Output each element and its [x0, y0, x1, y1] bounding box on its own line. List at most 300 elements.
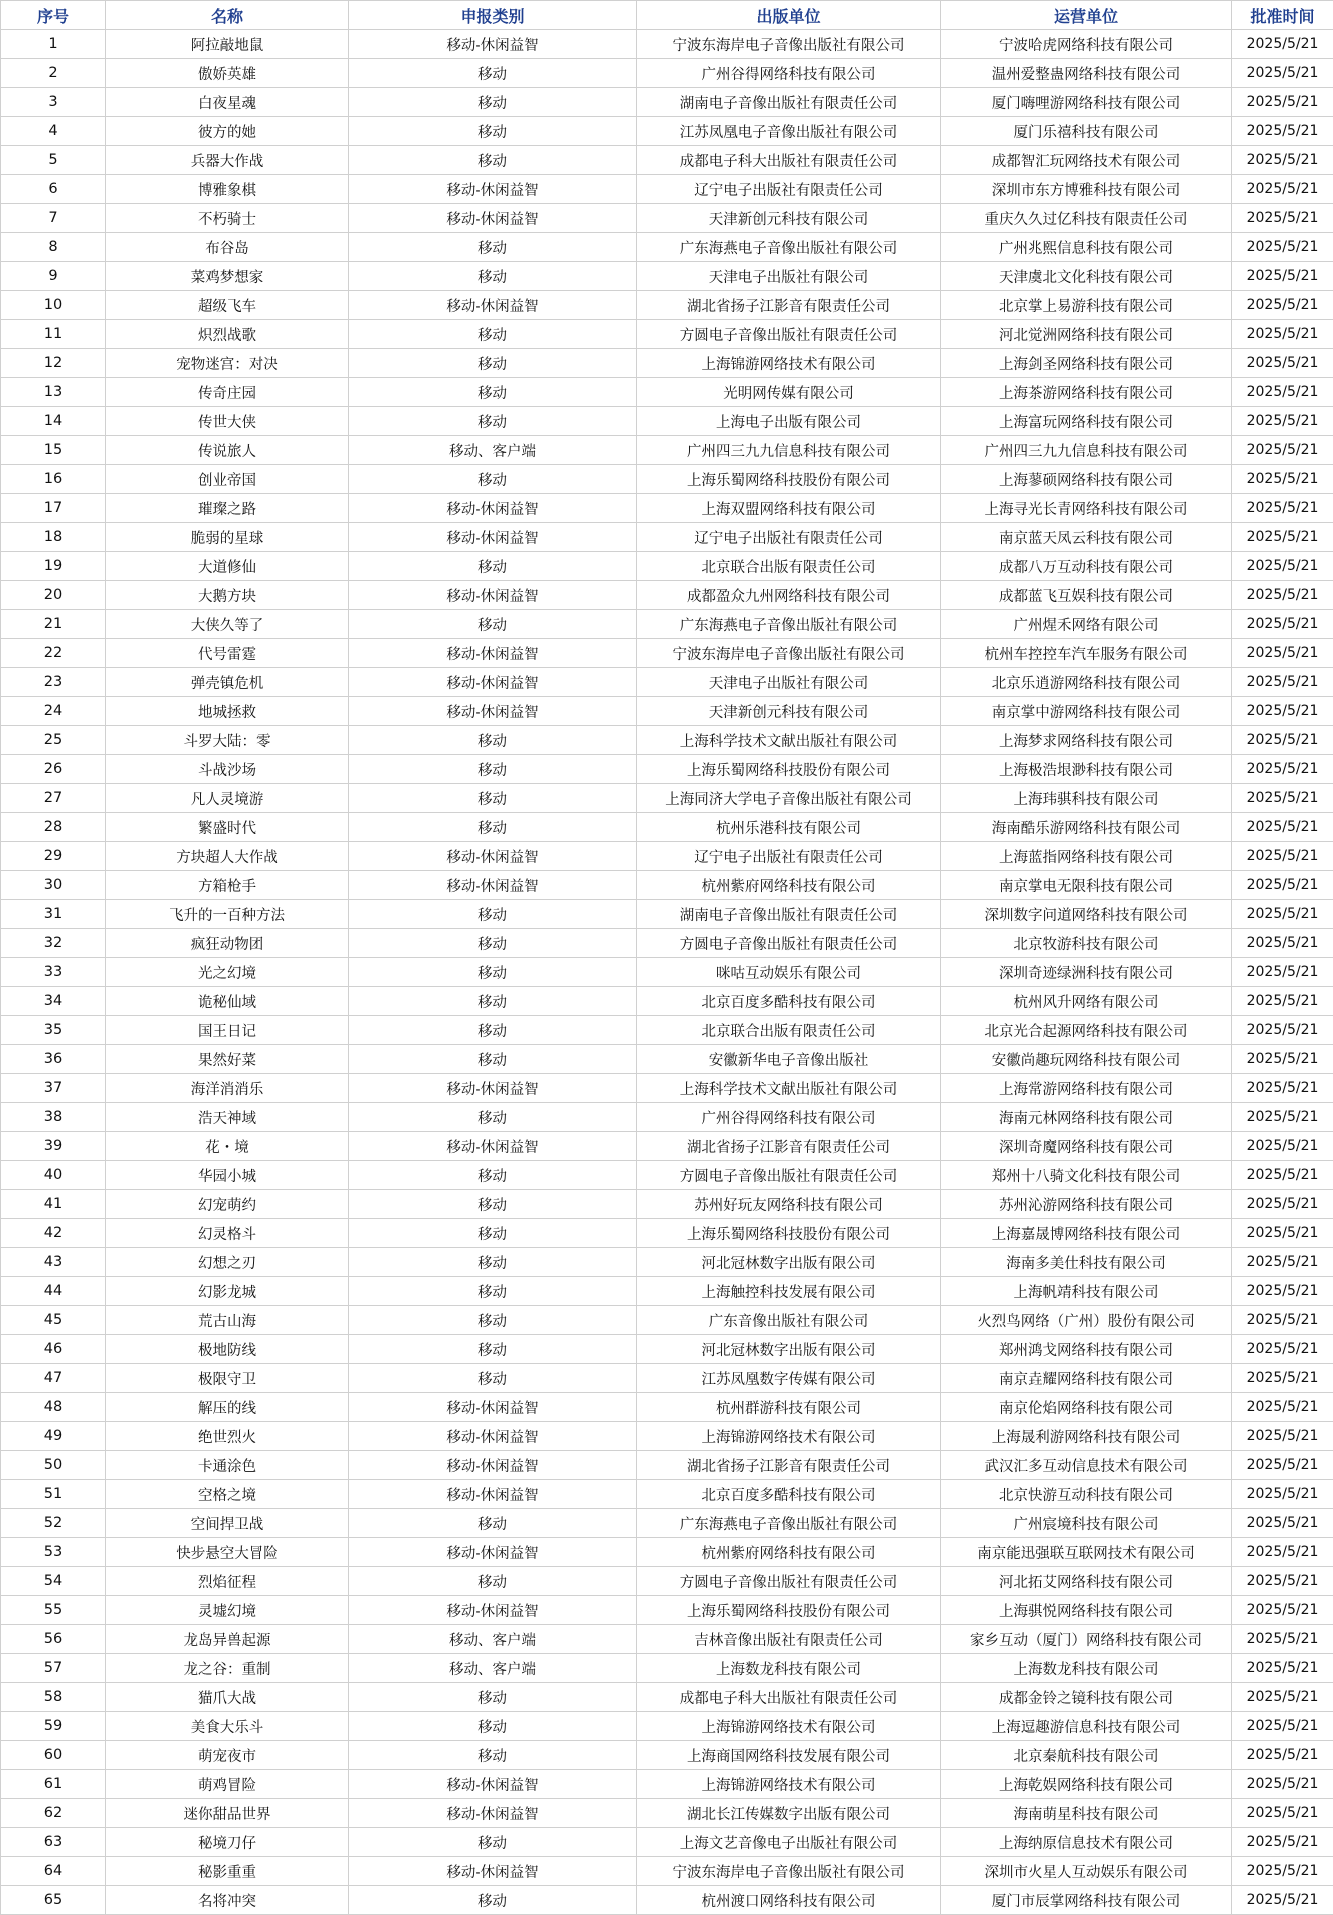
cell-category: 移动 [349, 59, 637, 88]
table-row [1, 262, 1333, 291]
cell-approval-date: 2025/5/21 [1232, 465, 1333, 494]
cell-name: 秘境刀仔 [106, 1828, 349, 1857]
cell-approval-date: 2025/5/21 [1232, 552, 1333, 581]
cell-approval-date: 2025/5/21 [1232, 1451, 1333, 1480]
cell-index: 43 [1, 1248, 106, 1277]
cell-name: 光之幻境 [106, 958, 349, 987]
header-row [1, 1, 1333, 30]
cell-operator: 杭州风升网络有限公司 [941, 987, 1232, 1016]
cell-publisher: 广东海燕电子音像出版社有限公司 [637, 1509, 941, 1538]
table-row [1, 1219, 1333, 1248]
cell-category: 移动-休闲益智 [349, 871, 637, 900]
table-row [1, 1654, 1333, 1683]
cell-category: 移动、客户端 [349, 1654, 637, 1683]
header-approval-date: 批准时间 [1232, 1, 1333, 30]
cell-name: 传奇庄园 [106, 378, 349, 407]
cell-publisher: 上海科学技术文献出版社有限公司 [637, 1074, 941, 1103]
cell-operator: 厦门市辰掌网络科技有限公司 [941, 1886, 1232, 1915]
cell-index: 51 [1, 1480, 106, 1509]
cell-approval-date: 2025/5/21 [1232, 929, 1333, 958]
cell-operator: 重庆久久过亿科技有限责任公司 [941, 204, 1232, 233]
table-row [1, 117, 1333, 146]
cell-publisher: 方圆电子音像出版社有限责任公司 [637, 1161, 941, 1190]
cell-approval-date: 2025/5/21 [1232, 117, 1333, 146]
cell-approval-date: 2025/5/21 [1232, 871, 1333, 900]
cell-publisher: 上海锦游网络技术有限公司 [637, 1770, 941, 1799]
cell-approval-date: 2025/5/21 [1232, 1567, 1333, 1596]
table-row [1, 581, 1333, 610]
cell-category: 移动、客户端 [349, 436, 637, 465]
table-row [1, 1509, 1333, 1538]
table-row [1, 1683, 1333, 1712]
cell-category: 移动-休闲益智 [349, 1074, 637, 1103]
cell-approval-date: 2025/5/21 [1232, 1683, 1333, 1712]
cell-name: 海洋消消乐 [106, 1074, 349, 1103]
cell-name: 幻灵格斗 [106, 1219, 349, 1248]
cell-category: 移动-休闲益智 [349, 1480, 637, 1509]
cell-category: 移动-休闲益智 [349, 1799, 637, 1828]
cell-name: 脆弱的星球 [106, 523, 349, 552]
table-row [1, 1625, 1333, 1654]
cell-operator: 郑州十八骑文化科技有限公司 [941, 1161, 1232, 1190]
cell-approval-date: 2025/5/21 [1232, 842, 1333, 871]
cell-category: 移动 [349, 813, 637, 842]
cell-index: 61 [1, 1770, 106, 1799]
cell-name: 白夜星魂 [106, 88, 349, 117]
cell-category: 移动 [349, 1828, 637, 1857]
cell-approval-date: 2025/5/21 [1232, 900, 1333, 929]
cell-index: 53 [1, 1538, 106, 1567]
cell-name: 阿拉敲地鼠 [106, 30, 349, 59]
cell-name: 繁盛时代 [106, 813, 349, 842]
cell-category: 移动 [349, 755, 637, 784]
cell-category: 移动 [349, 1741, 637, 1770]
cell-operator: 北京光合起源网络科技有限公司 [941, 1016, 1232, 1045]
cell-operator: 上海纳原信息技术有限公司 [941, 1828, 1232, 1857]
cell-operator: 天津虞北文化科技有限公司 [941, 262, 1232, 291]
table-row [1, 436, 1333, 465]
cell-publisher: 广东海燕电子音像出版社有限公司 [637, 233, 941, 262]
cell-operator: 河北觉洲网络科技有限公司 [941, 320, 1232, 349]
cell-name: 快步悬空大冒险 [106, 1538, 349, 1567]
cell-category: 移动 [349, 1190, 637, 1219]
cell-publisher: 天津新创元科技有限公司 [637, 204, 941, 233]
cell-operator: 深圳奇迹绿洲科技有限公司 [941, 958, 1232, 987]
cell-index: 16 [1, 465, 106, 494]
table-row [1, 1886, 1333, 1915]
cell-name: 秘影重重 [106, 1857, 349, 1886]
cell-approval-date: 2025/5/21 [1232, 581, 1333, 610]
cell-index: 44 [1, 1277, 106, 1306]
table-row [1, 1538, 1333, 1567]
table-row [1, 1596, 1333, 1625]
cell-category: 移动 [349, 1103, 637, 1132]
cell-approval-date: 2025/5/21 [1232, 59, 1333, 88]
cell-index: 42 [1, 1219, 106, 1248]
cell-publisher: 上海双盟网络科技有限公司 [637, 494, 941, 523]
cell-category: 移动-休闲益智 [349, 697, 637, 726]
cell-approval-date: 2025/5/21 [1232, 1103, 1333, 1132]
cell-operator: 广州兆熙信息科技有限公司 [941, 233, 1232, 262]
cell-approval-date: 2025/5/21 [1232, 407, 1333, 436]
cell-category: 移动 [349, 1712, 637, 1741]
cell-approval-date: 2025/5/21 [1232, 639, 1333, 668]
header-publisher: 出版单位 [637, 1, 941, 30]
table-row [1, 1480, 1333, 1509]
cell-index: 17 [1, 494, 106, 523]
cell-name: 菜鸡梦想家 [106, 262, 349, 291]
cell-category: 移动 [349, 146, 637, 175]
cell-publisher: 河北冠林数字出版有限公司 [637, 1335, 941, 1364]
cell-index: 40 [1, 1161, 106, 1190]
cell-operator: 上海帆靖科技有限公司 [941, 1277, 1232, 1306]
cell-name: 龙之谷：重制 [106, 1654, 349, 1683]
cell-category: 移动 [349, 726, 637, 755]
cell-approval-date: 2025/5/21 [1232, 668, 1333, 697]
cell-operator: 温州爱整蛊网络科技有限公司 [941, 59, 1232, 88]
cell-approval-date: 2025/5/21 [1232, 349, 1333, 378]
table-row [1, 1393, 1333, 1422]
cell-approval-date: 2025/5/21 [1232, 1364, 1333, 1393]
cell-index: 15 [1, 436, 106, 465]
cell-category: 移动 [349, 117, 637, 146]
cell-name: 国王日记 [106, 1016, 349, 1045]
table-row [1, 1161, 1333, 1190]
cell-name: 萌宠夜市 [106, 1741, 349, 1770]
cell-approval-date: 2025/5/21 [1232, 1277, 1333, 1306]
cell-index: 27 [1, 784, 106, 813]
cell-name: 花・境 [106, 1132, 349, 1161]
cell-approval-date: 2025/5/21 [1232, 1480, 1333, 1509]
cell-operator: 上海乾娱网络科技有限公司 [941, 1770, 1232, 1799]
cell-operator: 南京伦焰网络科技有限公司 [941, 1393, 1232, 1422]
cell-operator: 上海逗趣游信息科技有限公司 [941, 1712, 1232, 1741]
cell-approval-date: 2025/5/21 [1232, 1770, 1333, 1799]
cell-approval-date: 2025/5/21 [1232, 1857, 1333, 1886]
cell-name: 方块超人大作战 [106, 842, 349, 871]
cell-index: 18 [1, 523, 106, 552]
table-row [1, 987, 1333, 1016]
cell-category: 移动 [349, 900, 637, 929]
cell-name: 美食大乐斗 [106, 1712, 349, 1741]
cell-index: 57 [1, 1654, 106, 1683]
cell-operator: 苏州沁游网络科技有限公司 [941, 1190, 1232, 1219]
cell-name: 解压的线 [106, 1393, 349, 1422]
cell-publisher: 上海文艺音像电子出版社有限公司 [637, 1828, 941, 1857]
cell-operator: 海南元林网络科技有限公司 [941, 1103, 1232, 1132]
cell-name: 地城拯救 [106, 697, 349, 726]
table-row [1, 1422, 1333, 1451]
cell-publisher: 成都电子科大出版社有限责任公司 [637, 1683, 941, 1712]
cell-category: 移动-休闲益智 [349, 494, 637, 523]
table-row [1, 697, 1333, 726]
cell-category: 移动-休闲益智 [349, 1132, 637, 1161]
cell-operator: 海南多美仕科技有限公司 [941, 1248, 1232, 1277]
cell-publisher: 杭州紫府网络科技有限公司 [637, 871, 941, 900]
cell-operator: 北京秦航科技有限公司 [941, 1741, 1232, 1770]
table-row [1, 204, 1333, 233]
cell-category: 移动 [349, 1277, 637, 1306]
cell-operator: 广州四三九九信息科技有限公司 [941, 436, 1232, 465]
cell-publisher: 湖北省扬子江影音有限责任公司 [637, 291, 941, 320]
table-row [1, 1712, 1333, 1741]
table-row [1, 1364, 1333, 1393]
cell-approval-date: 2025/5/21 [1232, 146, 1333, 175]
cell-approval-date: 2025/5/21 [1232, 1538, 1333, 1567]
cell-name: 创业帝国 [106, 465, 349, 494]
cell-index: 26 [1, 755, 106, 784]
header-category: 申报类别 [349, 1, 637, 30]
cell-publisher: 吉林音像出版社有限责任公司 [637, 1625, 941, 1654]
table-row [1, 523, 1333, 552]
cell-publisher: 方圆电子音像出版社有限责任公司 [637, 320, 941, 349]
cell-operator: 上海骐悦网络科技有限公司 [941, 1596, 1232, 1625]
table-row [1, 1306, 1333, 1335]
table-row [1, 871, 1333, 900]
cell-name: 幻宠萌约 [106, 1190, 349, 1219]
cell-name: 萌鸡冒险 [106, 1770, 349, 1799]
cell-approval-date: 2025/5/21 [1232, 291, 1333, 320]
cell-category: 移动 [349, 1567, 637, 1596]
table-row [1, 146, 1333, 175]
cell-publisher: 辽宁电子出版社有限责任公司 [637, 523, 941, 552]
table-row [1, 784, 1333, 813]
cell-publisher: 方圆电子音像出版社有限责任公司 [637, 929, 941, 958]
cell-index: 56 [1, 1625, 106, 1654]
cell-operator: 上海茶游网络科技有限公司 [941, 378, 1232, 407]
cell-approval-date: 2025/5/21 [1232, 813, 1333, 842]
cell-category: 移动 [349, 784, 637, 813]
table-row [1, 407, 1333, 436]
table-row [1, 1016, 1333, 1045]
cell-category: 移动 [349, 552, 637, 581]
cell-approval-date: 2025/5/21 [1232, 88, 1333, 117]
cell-name: 空间捍卫战 [106, 1509, 349, 1538]
cell-index: 58 [1, 1683, 106, 1712]
cell-category: 移动 [349, 262, 637, 291]
cell-category: 移动-休闲益智 [349, 1393, 637, 1422]
table-row [1, 639, 1333, 668]
cell-approval-date: 2025/5/21 [1232, 1161, 1333, 1190]
cell-operator: 家乡互动（厦门）网络科技有限公司 [941, 1625, 1232, 1654]
cell-index: 23 [1, 668, 106, 697]
cell-operator: 郑州鸿戈网络科技有限公司 [941, 1335, 1232, 1364]
cell-index: 22 [1, 639, 106, 668]
table-row [1, 755, 1333, 784]
cell-approval-date: 2025/5/21 [1232, 1335, 1333, 1364]
cell-operator: 上海蓝指网络科技有限公司 [941, 842, 1232, 871]
cell-name: 彼方的她 [106, 117, 349, 146]
cell-name: 迷你甜品世界 [106, 1799, 349, 1828]
table-row [1, 320, 1333, 349]
cell-approval-date: 2025/5/21 [1232, 1509, 1333, 1538]
cell-name: 博雅象棋 [106, 175, 349, 204]
cell-publisher: 江苏凤凰数字传媒有限公司 [637, 1364, 941, 1393]
cell-index: 21 [1, 610, 106, 639]
cell-index: 1 [1, 30, 106, 59]
cell-index: 38 [1, 1103, 106, 1132]
cell-category: 移动 [349, 1016, 637, 1045]
cell-publisher: 方圆电子音像出版社有限责任公司 [637, 1567, 941, 1596]
cell-operator: 厦门乐禧科技有限公司 [941, 117, 1232, 146]
cell-index: 28 [1, 813, 106, 842]
cell-index: 64 [1, 1857, 106, 1886]
cell-publisher: 北京百度多酷科技有限公司 [637, 1480, 941, 1509]
cell-publisher: 广州谷得网络科技有限公司 [637, 59, 941, 88]
cell-category: 移动-休闲益智 [349, 1857, 637, 1886]
cell-approval-date: 2025/5/21 [1232, 784, 1333, 813]
cell-approval-date: 2025/5/21 [1232, 726, 1333, 755]
cell-operator: 成都金铃之镜科技有限公司 [941, 1683, 1232, 1712]
cell-publisher: 上海乐蜀网络科技股份有限公司 [637, 1219, 941, 1248]
cell-index: 2 [1, 59, 106, 88]
cell-publisher: 湖北省扬子江影音有限责任公司 [637, 1132, 941, 1161]
cell-approval-date: 2025/5/21 [1232, 987, 1333, 1016]
cell-index: 33 [1, 958, 106, 987]
table-row [1, 1857, 1333, 1886]
cell-index: 6 [1, 175, 106, 204]
table-row [1, 30, 1333, 59]
table-row [1, 349, 1333, 378]
cell-category: 移动 [349, 1364, 637, 1393]
cell-approval-date: 2025/5/21 [1232, 1306, 1333, 1335]
table-row [1, 59, 1333, 88]
cell-index: 36 [1, 1045, 106, 1074]
cell-name: 华园小城 [106, 1161, 349, 1190]
cell-category: 移动-休闲益智 [349, 204, 637, 233]
cell-name: 极地防线 [106, 1335, 349, 1364]
cell-index: 32 [1, 929, 106, 958]
cell-operator: 火烈鸟网络（广州）股份有限公司 [941, 1306, 1232, 1335]
table-row [1, 1074, 1333, 1103]
cell-name: 大侠久等了 [106, 610, 349, 639]
cell-approval-date: 2025/5/21 [1232, 1625, 1333, 1654]
cell-publisher: 咪咕互动娱乐有限公司 [637, 958, 941, 987]
cell-category: 移动 [349, 929, 637, 958]
cell-name: 名将冲突 [106, 1886, 349, 1915]
cell-operator: 海南酷乐游网络科技有限公司 [941, 813, 1232, 842]
cell-publisher: 上海锦游网络技术有限公司 [637, 1422, 941, 1451]
cell-publisher: 光明网传媒有限公司 [637, 378, 941, 407]
cell-operator: 上海蓼硕网络科技有限公司 [941, 465, 1232, 494]
cell-operator: 上海数龙科技有限公司 [941, 1654, 1232, 1683]
cell-name: 布谷岛 [106, 233, 349, 262]
cell-index: 35 [1, 1016, 106, 1045]
cell-category: 移动 [349, 987, 637, 1016]
cell-index: 8 [1, 233, 106, 262]
cell-approval-date: 2025/5/21 [1232, 755, 1333, 784]
cell-index: 7 [1, 204, 106, 233]
cell-index: 46 [1, 1335, 106, 1364]
cell-publisher: 上海乐蜀网络科技股份有限公司 [637, 1596, 941, 1625]
cell-index: 45 [1, 1306, 106, 1335]
cell-approval-date: 2025/5/21 [1232, 958, 1333, 987]
cell-category: 移动-休闲益智 [349, 1770, 637, 1799]
cell-approval-date: 2025/5/21 [1232, 1074, 1333, 1103]
cell-index: 3 [1, 88, 106, 117]
cell-index: 54 [1, 1567, 106, 1596]
cell-publisher: 宁波东海岸电子音像出版社有限公司 [637, 30, 941, 59]
cell-publisher: 上海触控科技发展有限公司 [637, 1277, 941, 1306]
cell-name: 空格之境 [106, 1480, 349, 1509]
cell-operator: 深圳奇魔网络科技有限公司 [941, 1132, 1232, 1161]
table-row [1, 1277, 1333, 1306]
cell-category: 移动-休闲益智 [349, 1451, 637, 1480]
cell-publisher: 成都盈众九州网络科技有限公司 [637, 581, 941, 610]
cell-name: 浩天神域 [106, 1103, 349, 1132]
cell-category: 移动 [349, 1509, 637, 1538]
cell-name: 卡通涂色 [106, 1451, 349, 1480]
cell-index: 4 [1, 117, 106, 146]
cell-operator: 上海极浩垠渺科技有限公司 [941, 755, 1232, 784]
cell-publisher: 上海科学技术文献出版社有限公司 [637, 726, 941, 755]
cell-approval-date: 2025/5/21 [1232, 233, 1333, 262]
cell-publisher: 杭州乐港科技有限公司 [637, 813, 941, 842]
cell-category: 移动 [349, 1335, 637, 1364]
table-row [1, 1741, 1333, 1770]
cell-name: 大道修仙 [106, 552, 349, 581]
cell-index: 20 [1, 581, 106, 610]
cell-approval-date: 2025/5/21 [1232, 1248, 1333, 1277]
cell-publisher: 成都电子科大出版社有限责任公司 [637, 146, 941, 175]
cell-index: 5 [1, 146, 106, 175]
cell-name: 幻想之刃 [106, 1248, 349, 1277]
table-row [1, 552, 1333, 581]
table-row [1, 958, 1333, 987]
cell-publisher: 广州四三九九信息科技有限公司 [637, 436, 941, 465]
cell-name: 斗战沙场 [106, 755, 349, 784]
cell-name: 诡秘仙域 [106, 987, 349, 1016]
cell-operator: 上海常游网络科技有限公司 [941, 1074, 1232, 1103]
cell-approval-date: 2025/5/21 [1232, 1596, 1333, 1625]
cell-publisher: 苏州好玩友网络科技有限公司 [637, 1190, 941, 1219]
cell-index: 31 [1, 900, 106, 929]
cell-name: 幻影龙城 [106, 1277, 349, 1306]
cell-operator: 海南萌星科技有限公司 [941, 1799, 1232, 1828]
cell-operator: 深圳市东方博雅科技有限公司 [941, 175, 1232, 204]
cell-index: 65 [1, 1886, 106, 1915]
cell-name: 荒古山海 [106, 1306, 349, 1335]
table-row [1, 929, 1333, 958]
cell-publisher: 上海电子出版有限公司 [637, 407, 941, 436]
cell-index: 50 [1, 1451, 106, 1480]
cell-approval-date: 2025/5/21 [1232, 320, 1333, 349]
cell-publisher: 广州谷得网络科技有限公司 [637, 1103, 941, 1132]
cell-publisher: 天津电子出版社有限公司 [637, 262, 941, 291]
header-name: 名称 [106, 1, 349, 30]
cell-category: 移动 [349, 1248, 637, 1277]
cell-publisher: 杭州渡口网络科技有限公司 [637, 1886, 941, 1915]
cell-operator: 北京乐逍游网络科技有限公司 [941, 668, 1232, 697]
cell-name: 宠物迷宫：对决 [106, 349, 349, 378]
cell-category: 移动 [349, 320, 637, 349]
cell-publisher: 上海商国网络科技发展有限公司 [637, 1741, 941, 1770]
table-row [1, 1132, 1333, 1161]
cell-publisher: 杭州群游科技有限公司 [637, 1393, 941, 1422]
cell-operator: 上海梦求网络科技有限公司 [941, 726, 1232, 755]
cell-name: 炽烈战歌 [106, 320, 349, 349]
cell-operator: 南京掌中游网络科技有限公司 [941, 697, 1232, 726]
cell-index: 24 [1, 697, 106, 726]
cell-publisher: 天津电子出版社有限公司 [637, 668, 941, 697]
cell-index: 52 [1, 1509, 106, 1538]
cell-category: 移动-休闲益智 [349, 1538, 637, 1567]
cell-category: 移动-休闲益智 [349, 842, 637, 871]
cell-category: 移动-休闲益智 [349, 291, 637, 320]
cell-operator: 上海晟利游网络科技有限公司 [941, 1422, 1232, 1451]
cell-operator: 厦门嗨哩游网络科技有限公司 [941, 88, 1232, 117]
table-row [1, 1770, 1333, 1799]
